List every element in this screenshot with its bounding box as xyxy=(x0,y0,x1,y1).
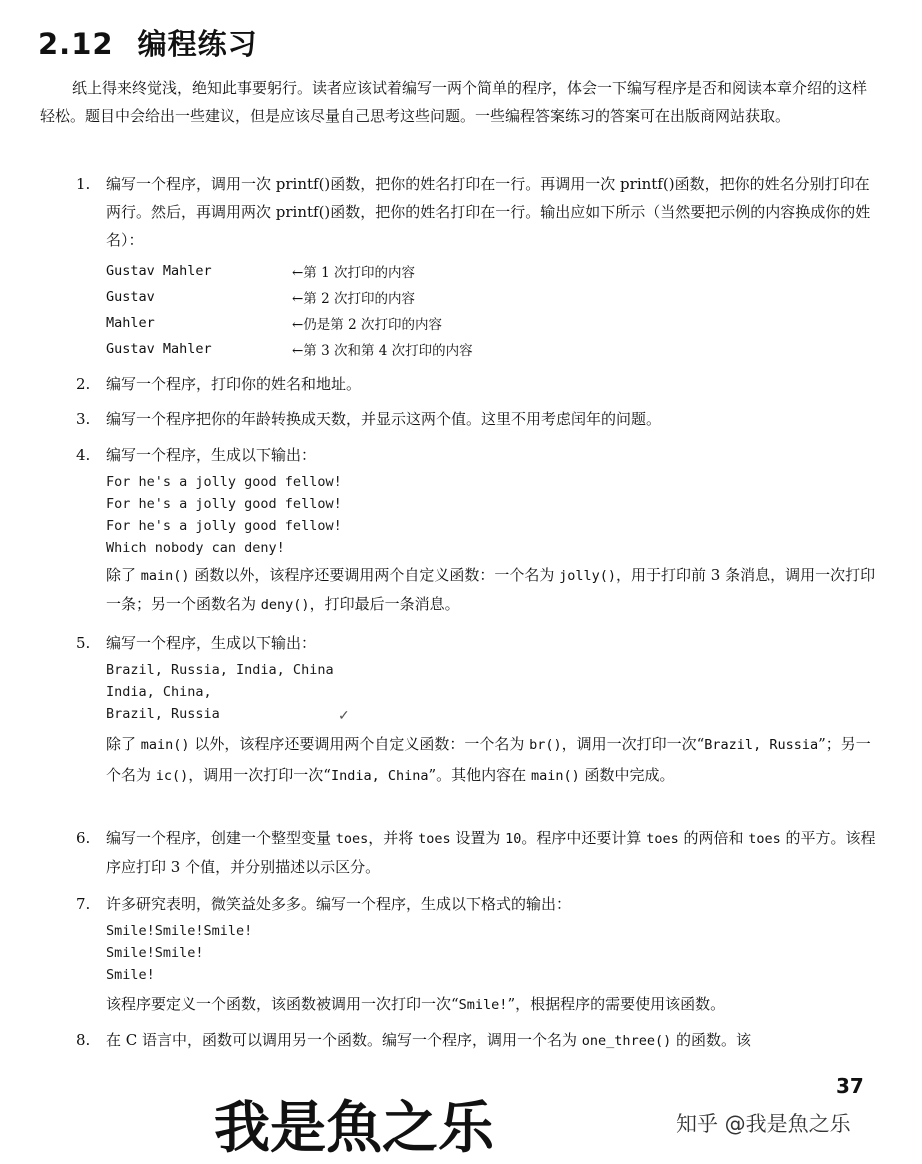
exercise-number: 5. xyxy=(76,634,91,652)
exercise-4 xyxy=(76,441,876,619)
section-heading xyxy=(38,22,258,63)
output-sample xyxy=(106,258,876,362)
exercise-number: 2. xyxy=(76,375,91,393)
exercise-note: 除了 main() 以外，该程序还要调用两个自定义函数：一个名为 br()，调用一次打印一次“Brazil, Russia”；另一个名为 ic()，调用一次打印一次“India, China”。其他内容在 main() 函数中完成。 xyxy=(106,735,871,784)
output-line: Gustav Mahler ←第 1 次打印的内容 xyxy=(106,263,415,281)
code-line: For he's a jolly good fellow! xyxy=(106,496,342,512)
section-title: 编程练习 xyxy=(137,27,258,61)
exercise-number: 8. xyxy=(76,1031,91,1049)
code-line: For he's a jolly good fellow! xyxy=(106,474,342,490)
code-line: Which nobody can deny! xyxy=(106,540,285,556)
watermark-logo: 我是魚之乐 xyxy=(214,1096,494,1161)
exercise-text: 编写一个程序，生成以下输出： xyxy=(106,446,317,464)
section-number: 2.12 xyxy=(38,27,114,61)
exercise-1 xyxy=(76,170,876,362)
exercise-text: 在 C 语言中，函数可以调用另一个函数。编写一个程序，调用一个名为 one_three() 的函数。该 xyxy=(106,1031,751,1049)
exercise-text: 编写一个程序，创建一个整型变量 toes，并将 toes 设置为 10。程序中还要计算 toes 的两倍和 toes 的平方。该程序应打印 3 个值，并分别描述以示区分。 xyxy=(106,829,876,876)
exercise-text: 编写一个程序，生成以下输出： xyxy=(106,634,317,652)
exercise-note: 除了 main() 函数以外，该程序还要调用两个自定义函数：一个名为 jolly()，用于打印前 3 条消息，调用一次打印一条；另一个函数名为 deny()，打印最后一条消息。 xyxy=(106,566,876,613)
exercise-number: 4. xyxy=(76,446,91,464)
exercise-3 xyxy=(76,405,876,433)
exercise-8 xyxy=(76,1026,876,1055)
code-line: Brazil, Russia, India, China xyxy=(106,662,334,678)
output-line: Gustav Mahler ←第 3 次和第 4 次打印的内容 xyxy=(106,341,473,359)
code-block xyxy=(106,920,876,986)
exercise-5 xyxy=(76,629,876,791)
exercise-number: 1. xyxy=(76,175,91,193)
exercise-text: 许多研究表明，微笑益处多多。编写一个程序，生成以下格式的输出： xyxy=(106,895,572,913)
exercise-number: 7. xyxy=(76,895,91,913)
exercise-number: 3. xyxy=(76,410,91,428)
code-block xyxy=(106,471,876,559)
exercise-text: 编写一个程序，打印你的姓名和地址。 xyxy=(106,375,362,393)
code-line: For he's a jolly good fellow! xyxy=(106,518,342,534)
code-line: Brazil, Russia xyxy=(106,706,220,722)
exercise-2 xyxy=(76,370,876,398)
code-line: Smile!Smile! xyxy=(106,945,204,961)
code-block xyxy=(106,659,876,725)
exercise-note: 该程序要定义一个函数，该函数被调用一次打印一次“Smile!”，根据程序的需要使用该函数。 xyxy=(106,995,726,1013)
exercise-6 xyxy=(76,824,876,881)
code-line: Smile! xyxy=(106,967,155,983)
code-line: Smile!Smile!Smile! xyxy=(106,923,253,939)
exercise-text: 编写一个程序把你的年龄转换成天数，并显示这两个值。这里不用考虑闰年的问题。 xyxy=(106,410,662,428)
intro-paragraph: 纸上得来终觉浅，绝知此事要躬行。读者应该试着编写一两个简单的程序，体会一下编写程序是否和阅读本章介绍的这样轻松。题目中会给出一些建议，但是应该尽量自己思考这些问题。一些编程答案练习的答案可在出版商网站获取。 xyxy=(40,79,868,125)
code-line: India, China, xyxy=(106,684,212,700)
exercise-text: 编写一个程序，调用一次 printf()函数，把你的姓名打印在一行。再调用一次 printf()函数，把你的姓名分别打印在两行。然后，再调用两次 printf()函数，把你的姓名打印在一行。输出应如下所示（当然要把示例的内容换成你的姓名）： xyxy=(106,175,871,249)
output-line: Gustav ←第 2 次打印的内容 xyxy=(106,289,415,307)
stray-mark: ✓ xyxy=(338,708,350,724)
page-number: 37 xyxy=(836,1074,864,1098)
watermark-site: 知乎 @我是魚之乐 xyxy=(676,1112,851,1136)
exercise-number: 6. xyxy=(76,829,91,847)
output-line: Mahler ←仍是第 2 次打印的内容 xyxy=(106,315,442,333)
exercise-7 xyxy=(76,890,876,1019)
